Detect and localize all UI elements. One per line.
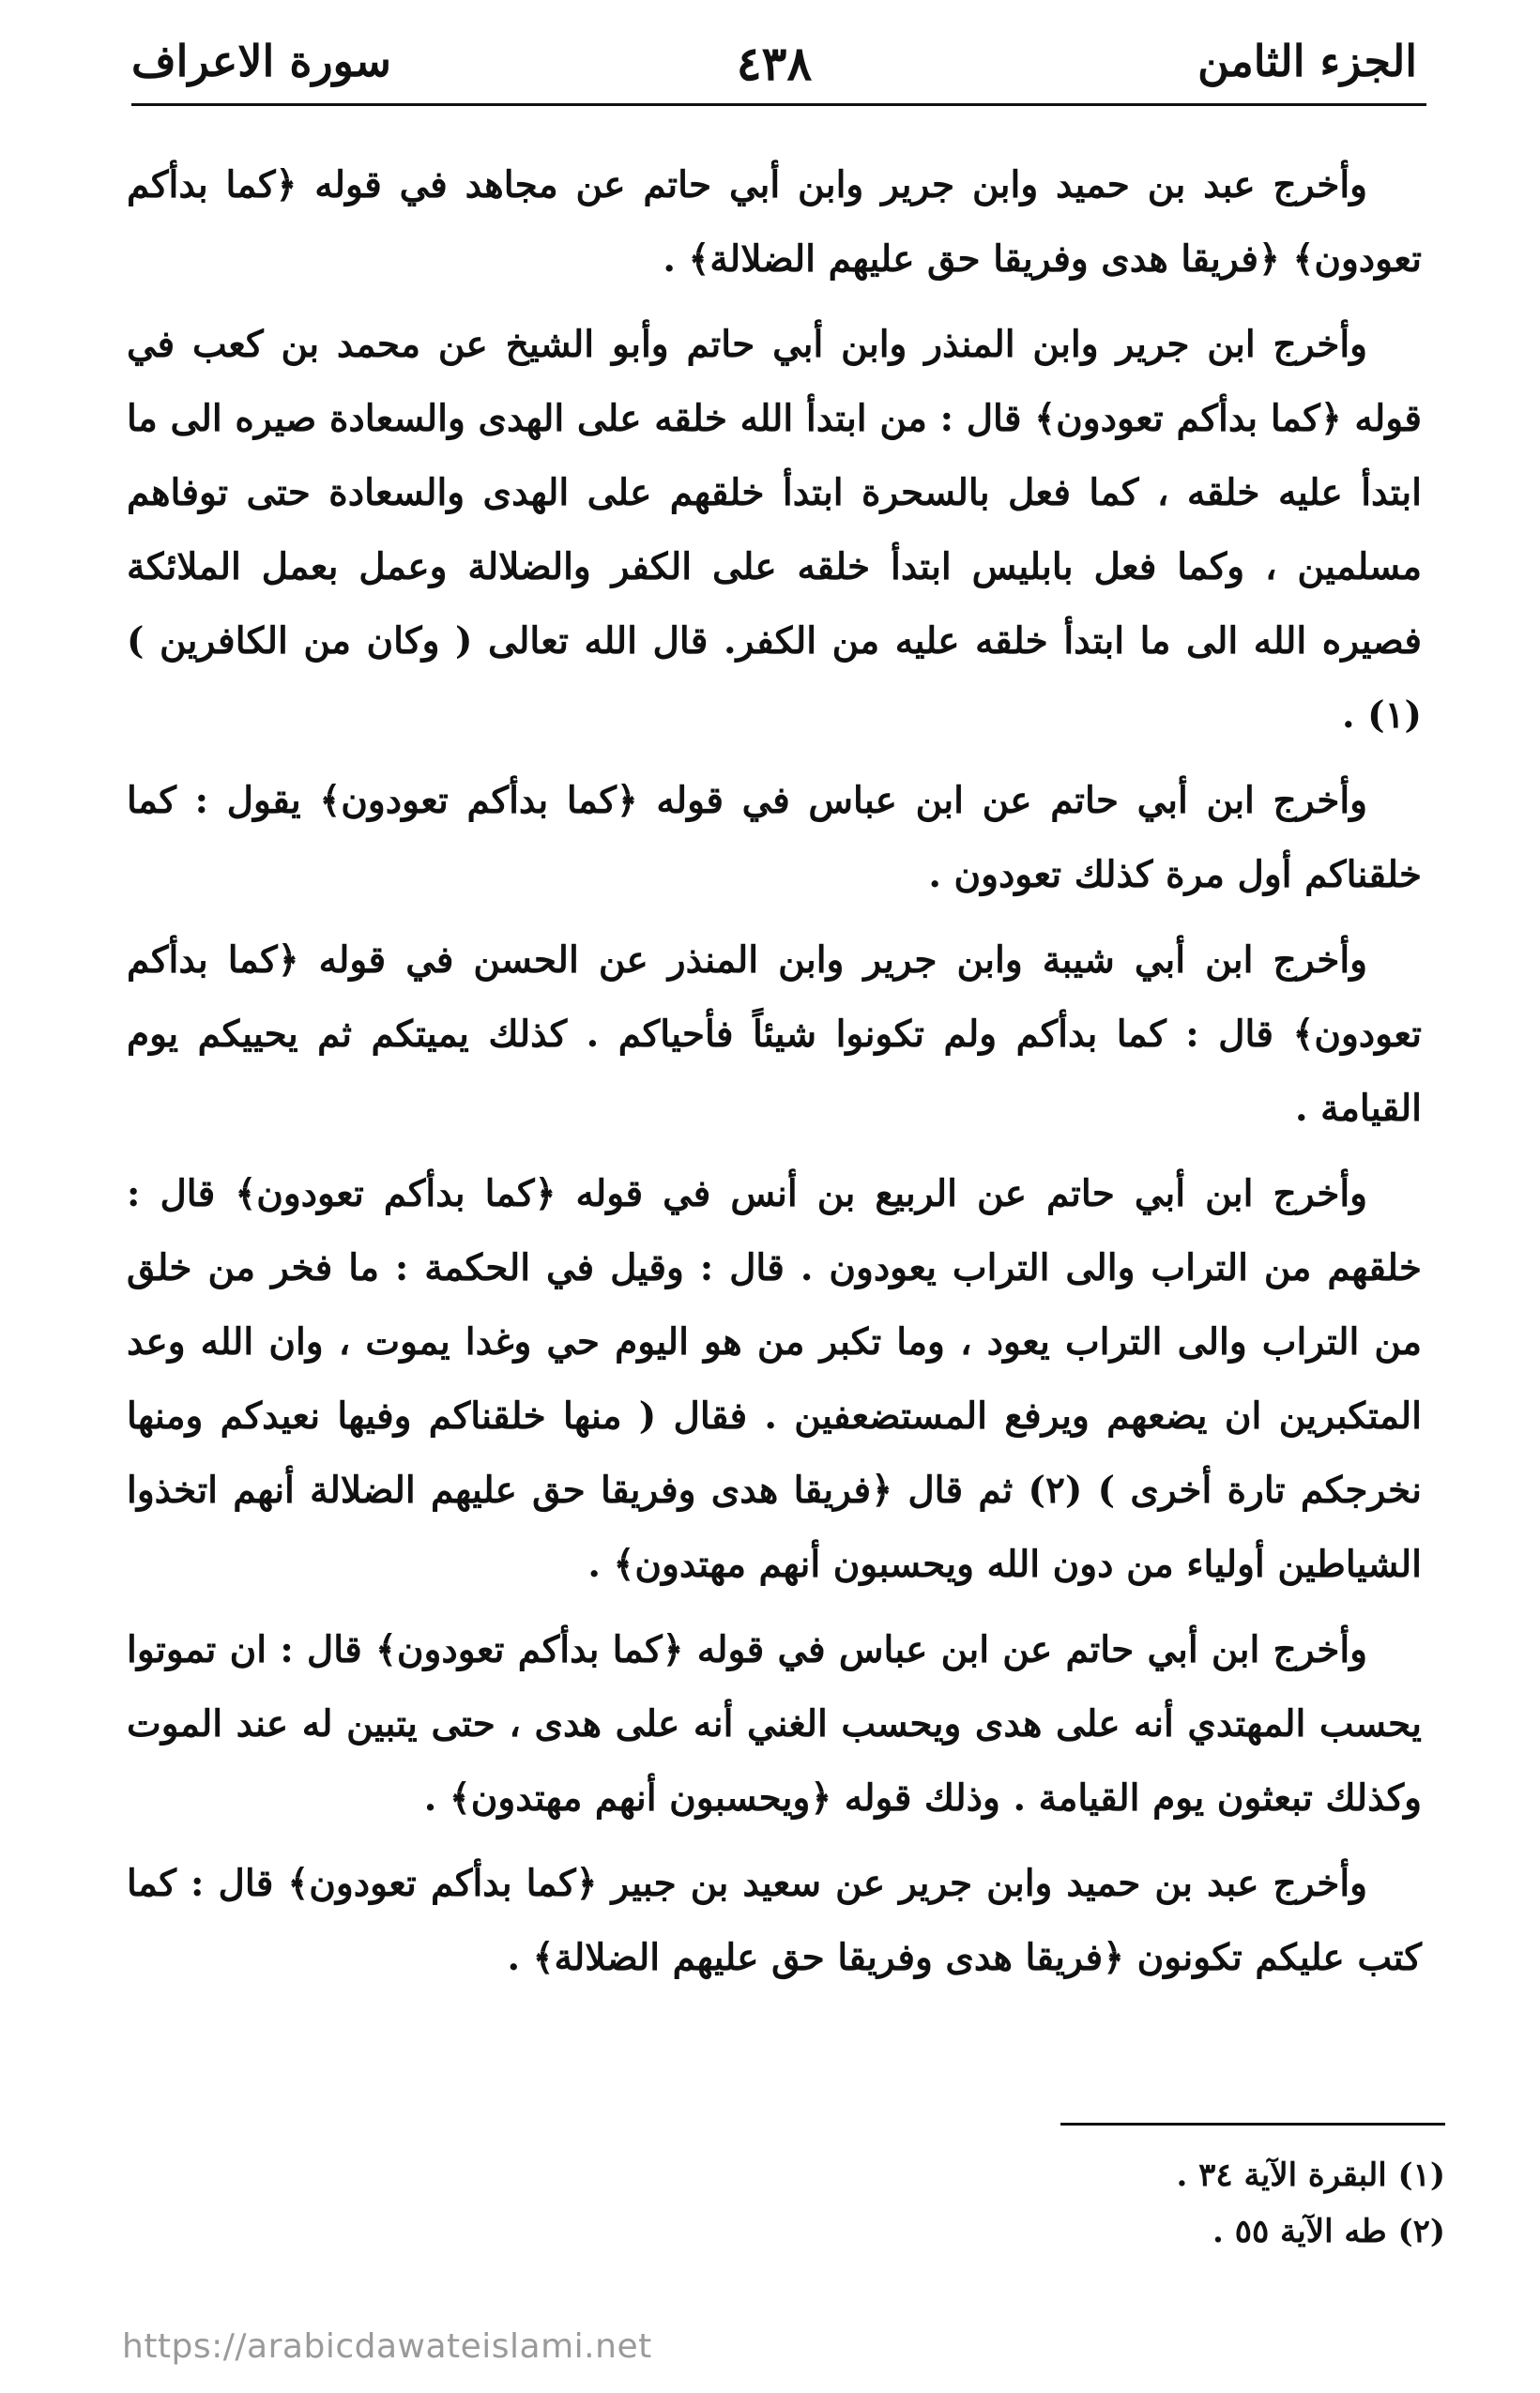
running-header bbox=[122, 28, 1426, 103]
watermark: https://arabicdawateislami.net bbox=[122, 2327, 652, 2366]
paragraph-5: وأخرج ابن أبي حاتم عن الربيع بن أنس في قوله ﴿كما بدأكم تعودون﴾ قال : خلقهم من التراب والى التراب يعودون . قال : وقيل في الحكمة : ما فخر من خلق من التراب والى التراب يعود ، وما تكبر من هو اليوم حي وغدا يموت ، وان الله وعد المتكبرين ان يضعهم ويرفع المستضعفين . فقال ( منها خلقناكم وفيها نعيدكم ومنها نخرجكم تارة أخرى ) (٢) ثم قال ﴿فريقا هدى وفريقا حق عليهم الضلالة أنهم اتخذوا الشياطين أولياء من دون الله ويحسبون أنهم مهتدون﴾ . bbox=[127, 1172, 1423, 1586]
body-text bbox=[127, 148, 1422, 2006]
footnote-1: (١) البقرة الآية ٣٤ . bbox=[1176, 2157, 1445, 2194]
part-title: الجزء الثامن bbox=[1197, 36, 1417, 86]
paragraph-1: وأخرج عبد بن حميد وابن جرير وابن أبي حاتم عن مجاهد في قوله ﴿كما بدأكم تعودون﴾ ﴿فريقا هدى وفريقا حق عليهم الضلالة﴾ . bbox=[127, 163, 1422, 281]
footnote-2: (٢) طه الآية ٥٥ . bbox=[1212, 2213, 1445, 2250]
page-number: ٤٣٨ bbox=[736, 36, 813, 91]
surah-title: سورة الاعراف bbox=[131, 36, 391, 86]
paragraph-7: وأخرج عبد بن حميد وابن جرير عن سعيد بن جبير ﴿كما بدأكم تعودون﴾ قال : كما كتب عليكم تكونون ﴿فريقا هدى وفريقا حق عليهم الضلالة﴾ . bbox=[127, 1862, 1422, 1979]
header-rule bbox=[131, 103, 1426, 106]
footnote-rule bbox=[1060, 2123, 1445, 2126]
paragraph-3: وأخرج ابن أبي حاتم عن ابن عباس في قوله ﴿كما بدأكم تعودون﴾ يقول : كما خلقناكم أول مرة كذلك تعودون . bbox=[127, 779, 1422, 896]
paragraph-2: وأخرج ابن جرير وابن المنذر وابن أبي حاتم وأبو الشيخ عن محمد بن كعب في قوله ﴿كما بدأكم تعودون﴾ قال : من ابتدأ الله خلقه على الهدى والسعادة صيره الى ما ابتدأ عليه خلقه ، كما فعل بالسحرة ابتدأ خلقهم على الهدى والسعادة حتى توفاهم مسلمين ، وكما فعل بابليس ابتدأ خلقه على الكفر والضلالة وعمل بعمل الملائكة فصيره الله الى ما ابتدأ خلقه عليه من الكفر. قال الله تعالى ( وكان من الكافرين ) (١) . bbox=[127, 323, 1422, 737]
paragraph-6: وأخرج ابن أبي حاتم عن ابن عباس في قوله ﴿كما بدأكم تعودون﴾ قال : ان تموتوا يحسب المهتدي أنه على هدى ويحسب الغني أنه على هدى ، حتى يتبين له عند الموت وكذلك تبعثون يوم القيامة . وذلك قوله ﴿ويحسبون أنهم مهتدون﴾ . bbox=[127, 1628, 1422, 1820]
paragraph-4: وأخرج ابن أبي شيبة وابن جرير وابن المنذر عن الحسن في قوله ﴿كما بدأكم تعودون﴾ قال : كما بدأكم ولم تكونوا شيئاً فأحياكم . كذلك يميتكم ثم يحييكم يوم القيامة . bbox=[127, 938, 1422, 1130]
footnotes bbox=[845, 2147, 1445, 2260]
